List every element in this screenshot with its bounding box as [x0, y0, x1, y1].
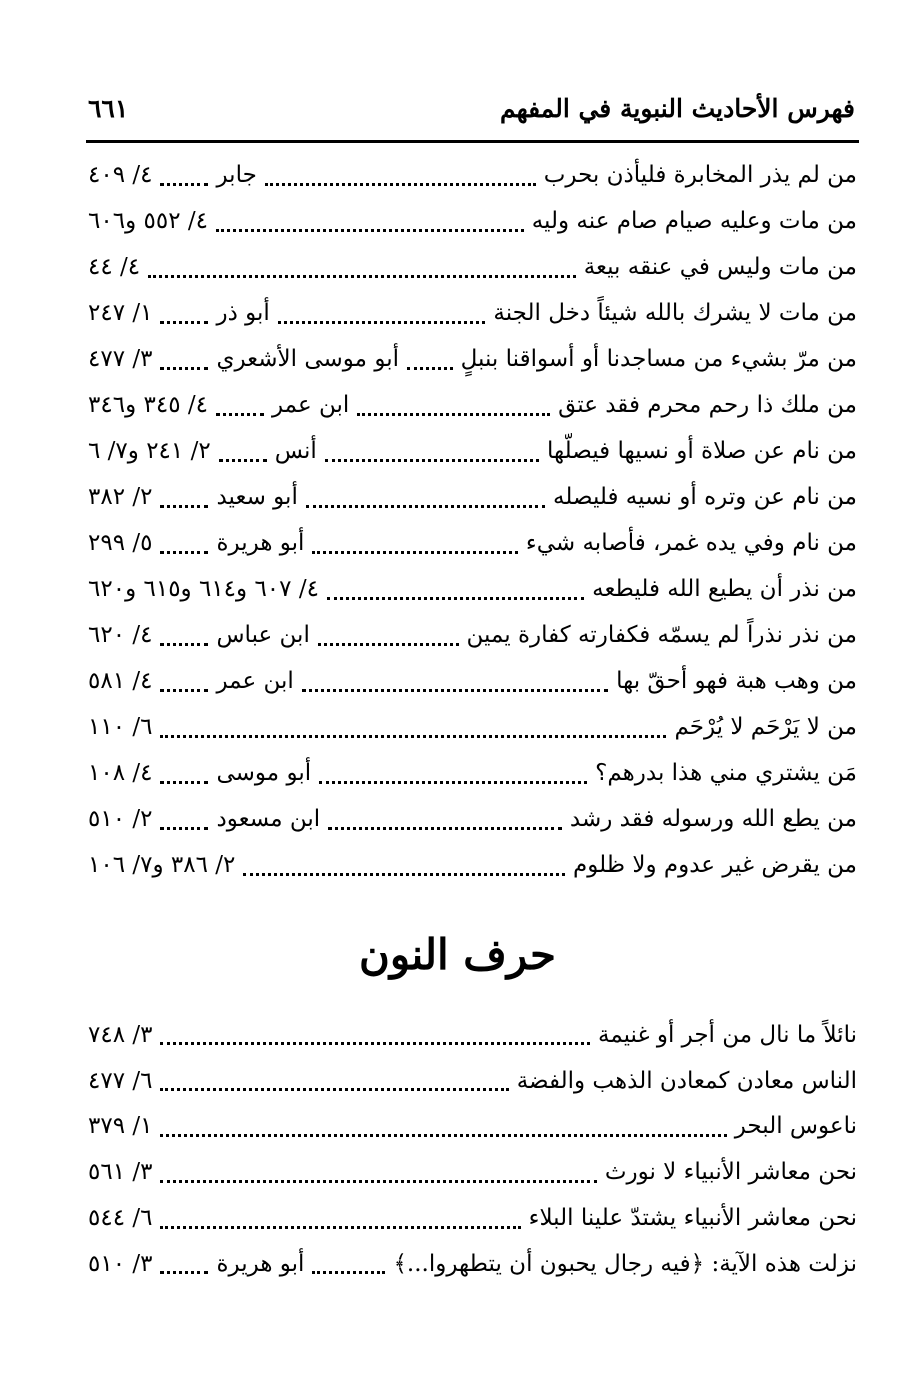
hadith-text: من مرّ بشيء من مساجدنا أو أسواقنا بنبلٍ — [460, 346, 857, 372]
leader-dots — [160, 681, 208, 692]
leader-dots — [243, 865, 565, 876]
volume-page-ref: ٣/ ٥١٠ — [88, 1250, 153, 1277]
narrator-name: ابن مسعود — [216, 806, 321, 832]
hadith-text: من نذر نذراً لم يسمّه فكفارته كفارة يمين — [466, 622, 857, 648]
leader-dots — [306, 497, 545, 508]
hadith-text: من ملك ذا رحم محرم فقد عتق — [558, 392, 857, 418]
volume-page-ref: ٤/ ١٠٨ — [88, 760, 153, 786]
hadith-text: مَن يشتري مني هذا بدرهم؟ — [595, 760, 857, 786]
hadith-text: من يقرض غير عدوم ولا ظلوم — [573, 852, 857, 878]
index-entry — [88, 474, 857, 520]
volume-page-ref: ١/ ٣٧٩ — [88, 1113, 153, 1140]
volume-page-ref: ٥/ ٢٩٩ — [88, 530, 153, 556]
hadith-text: من نام عن صلاة أو نسيها فيصلّها — [547, 438, 857, 464]
volume-page-ref: ٣/ ٥٦١ — [88, 1159, 153, 1186]
leader-dots — [160, 1126, 726, 1137]
leader-dots — [160, 727, 666, 738]
hadith-text: نائلاً ما نال من أجر أو غنيمة — [597, 1021, 857, 1048]
volume-page-ref: ٦/ ٥٤٤ — [88, 1205, 153, 1232]
volume-page-ref: ١/ ٢٤٧ — [88, 300, 153, 326]
leader-dots — [160, 1218, 520, 1229]
leader-dots — [325, 451, 539, 462]
index-entry — [88, 796, 857, 842]
hadith-text: الناس معادن كمعادن الذهب والفضة — [516, 1067, 857, 1094]
volume-page-ref: ٤/ ٤٠٩ — [88, 162, 153, 188]
leader-dots — [328, 819, 562, 830]
index-entry — [88, 750, 857, 796]
leader-dots — [160, 819, 208, 830]
narrator-name: أنس — [274, 438, 317, 464]
index-entry — [88, 382, 857, 428]
index-entry — [88, 704, 857, 750]
leader-dots — [160, 1080, 508, 1091]
leader-dots — [327, 589, 584, 600]
header-rule — [86, 140, 859, 143]
leader-dots — [160, 773, 208, 784]
index-entry — [88, 520, 857, 566]
narrator-name: أبو سعيد — [216, 484, 298, 510]
narrator-name: أبو موسى الأشعري — [216, 346, 399, 372]
leader-dots — [160, 543, 208, 554]
narrator-name: ابن عباس — [216, 622, 310, 648]
hadith-list-nun — [88, 1012, 857, 1287]
leader-dots — [160, 497, 208, 508]
leader-dots — [160, 359, 208, 370]
hadith-text: من وهب هبة فهو أحقّ بها — [616, 668, 857, 694]
leader-dots — [312, 543, 517, 554]
hadith-text: من مات وليس في عنقه بيعة — [583, 254, 857, 280]
narrator-name: ابن عمر — [216, 668, 294, 694]
volume-page-ref: ٣/ ٧٤٨ — [88, 1021, 153, 1048]
volume-page-ref: ٤/ ٣٤٥ و٣٤٦ — [88, 392, 208, 418]
leader-dots — [160, 1263, 208, 1274]
index-entry — [88, 1104, 857, 1150]
leader-dots — [407, 359, 453, 370]
narrator-name: أبو ذر — [216, 300, 270, 326]
index-entry — [88, 1195, 857, 1241]
index-entry — [88, 658, 857, 704]
leader-dots — [319, 773, 587, 784]
hadith-text: ناعوس البحر — [734, 1113, 857, 1140]
volume-page-ref: ٤/ ٥٨١ — [88, 668, 153, 694]
hadith-text: نزلت هذه الآية: ﴿فيه رجال يحبون أن يتطهروا...﴾ — [393, 1250, 857, 1277]
volume-page-ref: ٤/ ٦٠٧ و٦١٤ و٦١٥ و٦٢٠ — [88, 576, 319, 602]
leader-dots — [265, 175, 536, 186]
volume-page-ref: ٢/ ٥١٠ — [88, 806, 153, 832]
running-title: فهرس الأحاديث النبوية في المفهم — [499, 93, 855, 123]
index-entry — [88, 842, 857, 888]
narrator-name: أبو موسى — [216, 760, 312, 786]
index-entry — [88, 1149, 857, 1195]
leader-dots — [219, 451, 267, 462]
index-entry — [88, 198, 857, 244]
index-entry — [88, 336, 857, 382]
hadith-text: من لم يذر المخابرة فليأذن بحرب — [543, 162, 857, 188]
hadith-text: من نام عن وتره أو نسيه فليصله — [553, 484, 857, 510]
index-entry — [88, 290, 857, 336]
leader-dots — [216, 405, 264, 416]
hadith-list-mim — [88, 152, 857, 888]
hadith-text: نحن معاشر الأنبياء لا نورث — [604, 1159, 857, 1186]
index-entry — [88, 1058, 857, 1104]
volume-page-ref: ٤/ ٤٤ — [88, 254, 141, 280]
section-heading: حرف النون — [359, 930, 556, 979]
hadith-text: من نذر أن يطيع الله فليطعه — [592, 576, 857, 602]
leader-dots — [318, 635, 459, 646]
leader-dots — [278, 313, 486, 324]
page-number: ٦٦١ — [88, 93, 129, 123]
leader-dots — [216, 221, 524, 232]
index-entry — [88, 1012, 857, 1058]
leader-dots — [302, 681, 608, 692]
narrator-name: ابن عمر — [271, 392, 350, 418]
leader-dots — [160, 635, 208, 646]
leader-dots — [357, 405, 550, 416]
hadith-text: من مات لا يشرك بالله شيئاً دخل الجنة — [493, 300, 857, 326]
index-entry — [88, 566, 857, 612]
leader-dots — [160, 1172, 596, 1183]
page-header — [88, 84, 855, 132]
index-entry — [88, 428, 857, 474]
hadith-text: من نام وفي يده غمر، فأصابه شيء — [525, 530, 857, 556]
volume-page-ref: ٤/ ٦٢٠ — [88, 622, 153, 648]
index-entry — [88, 244, 857, 290]
hadith-text: نحن معاشر الأنبياء يشتدّ علينا البلاء — [528, 1205, 857, 1232]
hadith-text: من مات وعليه صيام صام عنه وليه — [531, 208, 857, 234]
volume-page-ref: ٢/ ٣٨٦ و٧/ ١٠٦ — [88, 852, 236, 878]
leader-dots — [160, 313, 208, 324]
volume-page-ref: ٢/ ٣٨٢ — [88, 484, 153, 510]
hadith-text: من لا يَرْحَم لا يُرْحَم — [674, 714, 857, 740]
narrator-name: أبو هريرة — [216, 530, 305, 556]
leader-dots — [148, 267, 576, 278]
index-entry — [88, 152, 857, 198]
volume-page-ref: ٦/ ٤٧٧ — [88, 1067, 153, 1094]
index-entry — [88, 612, 857, 658]
volume-page-ref: ٣/ ٤٧٧ — [88, 346, 153, 372]
volume-page-ref: ٤/ ٥٥٢ و٦٠٦ — [88, 208, 208, 234]
narrator-name: أبو هريرة — [216, 1250, 305, 1277]
leader-dots — [160, 1034, 590, 1045]
hadith-text: من يطع الله ورسوله فقد رشد — [569, 806, 857, 832]
leader-dots — [312, 1263, 385, 1274]
index-entry — [88, 1241, 857, 1287]
leader-dots — [160, 175, 208, 186]
volume-page-ref: ٢/ ٢٤١ و٧/ ٦ — [88, 438, 211, 464]
narrator-name: جابر — [216, 162, 257, 188]
volume-page-ref: ٦/ ١١٠ — [88, 714, 153, 740]
